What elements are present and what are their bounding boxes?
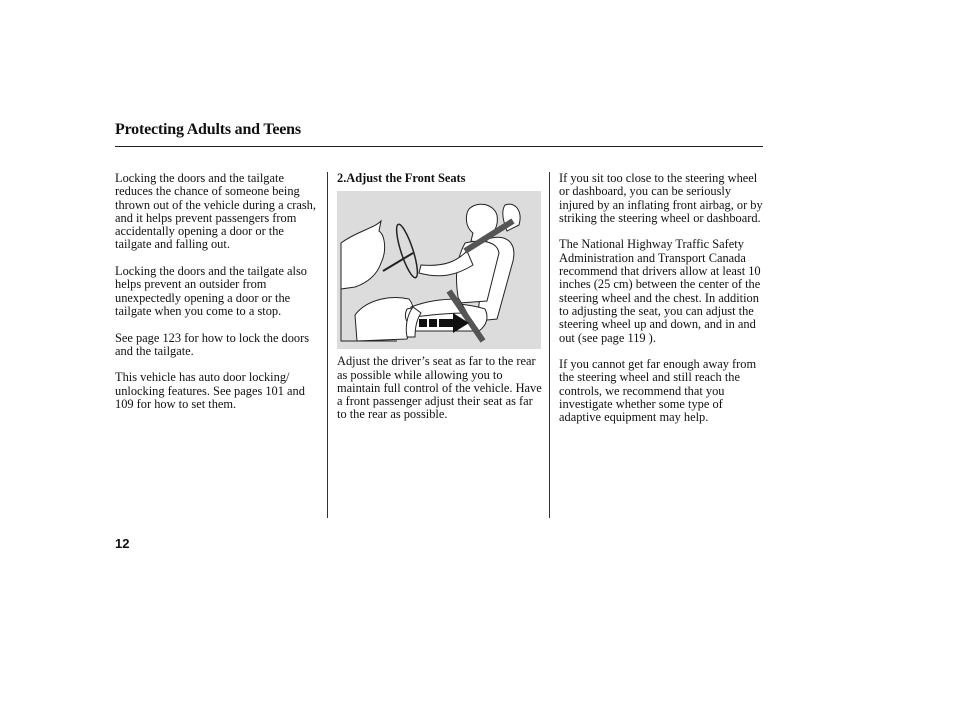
column-divider: [549, 172, 550, 518]
paragraph: See page 123 for how to lock the doors and the tailgate.: [115, 330, 310, 358]
column-left: [115, 172, 320, 425]
paragraph: If you cannot get far enough away from the steering wheel and still reach the controls, we recommend that you investigate whether some type of adaptive equipment may help.: [559, 357, 757, 425]
column-divider: [327, 172, 328, 518]
page-number: 12: [115, 536, 130, 551]
paragraph: If you sit too close to the steering wheel or dashboard, you can be seriously injured by an inflating front airbag, or by striking the steering wheel or dashboard.: [559, 171, 763, 225]
column-middle: [337, 172, 543, 422]
paragraph: This vehicle has auto door locking/ unlocking features. See pages 101 and 109 for how to set them.: [115, 370, 305, 412]
section-heading: 2.Adjust the Front Seats: [337, 171, 466, 185]
paragraph: Adjust the driver’s seat as far to the rear as possible while allowing you to maintain full control of the vehicle. Have a front passenger adjust their seat as far to the rear as possible.: [337, 354, 542, 422]
column-right: [559, 172, 767, 438]
page-title: Protecting Adults and Teens: [115, 121, 301, 138]
paragraph: Locking the doors and the tailgate also helps prevent an outsider from unexpectedly opening a door or the tailgate when you come to a stop.: [115, 264, 308, 318]
seat-adjust-drawing: [337, 191, 541, 349]
seat-adjust-illustration: [337, 191, 541, 349]
paragraph: The National Highway Traffic Safety Administration and Transport Canada recommend that drivers allow at least 10 inches (25 cm) between the center of the steering wheel and the chest. In addition to adjusting the seat, you can adjust the steering wheel up and down, and in and out (see page 119 ).: [559, 237, 761, 345]
title-rule: [115, 146, 763, 147]
paragraph: Locking the doors and the tailgate reduces the chance of someone being thrown out of the vehicle during a crash, and it helps prevent passengers from accidentally opening a door or the tailgate and falling out.: [115, 171, 316, 252]
